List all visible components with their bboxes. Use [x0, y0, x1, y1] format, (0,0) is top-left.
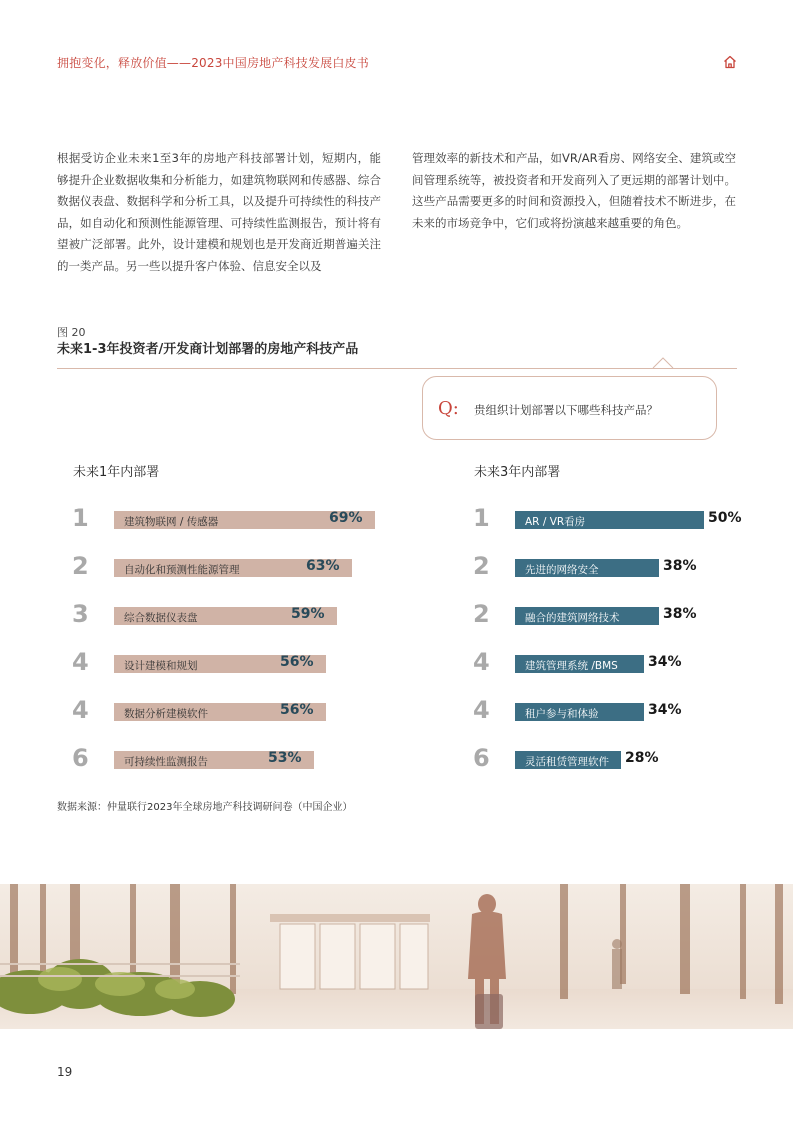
rank-number: 4: [473, 648, 490, 676]
rank-number: 1: [473, 504, 490, 532]
bar-value-label: 38%: [663, 606, 697, 622]
bar-label: AR / VR看房: [525, 516, 586, 528]
bar-value-label: 59%: [291, 606, 325, 622]
bar-label: 融合的建筑网络技术: [525, 612, 620, 624]
chart-title-1-year: 未来1年内部署: [73, 465, 160, 480]
bar-value-label: 69%: [329, 510, 363, 526]
rank-number: 6: [72, 744, 89, 772]
bar-value-label: 63%: [306, 558, 340, 574]
header-title: 拥抱变化，释放价值——2023中国房地产科技发展白皮书: [57, 56, 369, 70]
bar-value-label: 53%: [268, 750, 302, 766]
bar-label: 设计建模和规划: [124, 660, 198, 672]
question-bubble: [422, 376, 717, 440]
question-mark: Q:: [438, 398, 459, 419]
bar-value-label: 34%: [648, 702, 682, 718]
figure-number: 图 20: [57, 326, 86, 339]
bar-value-label: 34%: [648, 654, 682, 670]
bar-label: 建筑物联网 / 传感器: [124, 516, 219, 528]
chart-title-3-years: 未来3年内部署: [474, 465, 561, 480]
bar-label: 可持续性监测报告: [124, 756, 208, 768]
rank-number: 2: [473, 600, 490, 628]
rank-number: 2: [72, 552, 89, 580]
bar-value-label: 28%: [625, 750, 659, 766]
bar-label: 自动化和预测性能源管理: [124, 564, 240, 576]
question-text: 贵组织计划部署以下哪些科技产品？: [474, 403, 658, 417]
rank-number: 1: [72, 504, 89, 532]
bar-value-label: 56%: [280, 654, 314, 670]
bar-label: 建筑管理系统 /BMS: [525, 660, 618, 672]
body-text-right: 管理效率的新技术和产品，如VR/AR看房、网络安全、建筑或空间管理系统等，被投资者和开发商列入了更远期的部署计划中。这些产品需要更多的时间和资源投入，但随着技术不断进步，在未来的市场竞争中，它们或将扮演越来越重要的角色。: [412, 151, 736, 230]
home-icon[interactable]: [722, 54, 738, 70]
body-text-left: 根据受访企业未来1至3年的房地产科技部署计划，短期内，能够提升企业数据收集和分析能力，如建筑物联网和传感器、综合数据仪表盘、数据科学和分析工具，以及提升可持续性的科技产品，如自动化和预测性能源管理、可持续性监测报告，预计将有望被广泛部署。此外，设计建模和规划也是开发商近期普遍关注的一类产品。另一些以提升客户体验、信息安全以及: [57, 151, 381, 273]
bar-value-label: 38%: [663, 558, 697, 574]
rank-number: 2: [473, 552, 490, 580]
bar-label: 综合数据仪表盘: [124, 612, 198, 624]
bar-value-label: 56%: [280, 702, 314, 718]
figure-divider: [57, 368, 737, 369]
bar-label: 先进的网络安全: [525, 564, 599, 576]
rank-number: 6: [473, 744, 490, 772]
bar-label: 灵活租赁管理软件: [525, 756, 609, 768]
rank-number: 3: [72, 600, 89, 628]
rank-number: 4: [72, 648, 89, 676]
page-number: 19: [57, 1065, 73, 1079]
rank-number: 4: [473, 696, 490, 724]
lobby-photo: [0, 884, 793, 1029]
bar-label: 数据分析建模软件: [124, 708, 208, 720]
source-note: 数据来源：仲量联行2023年全球房地产科技调研问卷（中国企业）: [57, 802, 353, 813]
figure-title: 未来1-3年投资者/开发商计划部署的房地产科技产品: [57, 342, 359, 357]
bar-value-label: 50%: [708, 510, 742, 526]
bar-label: 租户参与和体验: [525, 708, 599, 720]
rank-number: 4: [72, 696, 89, 724]
